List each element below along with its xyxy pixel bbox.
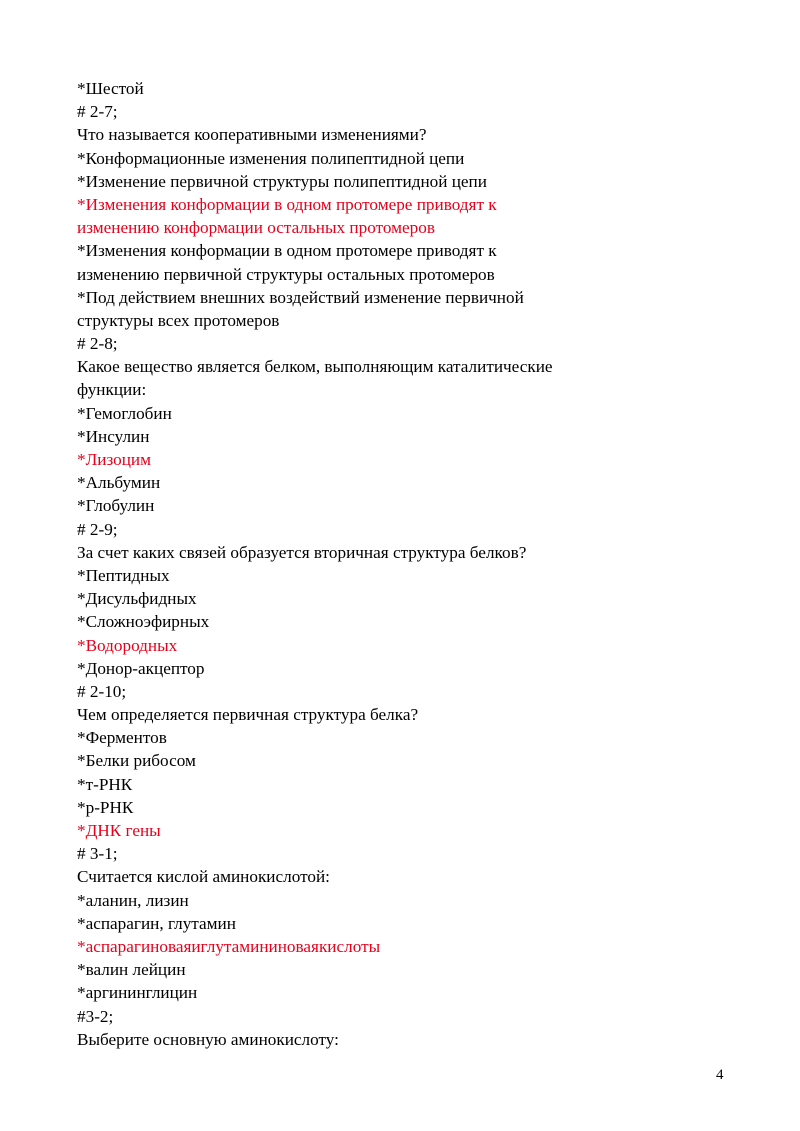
answer-option: *Сложноэфирных — [77, 612, 210, 632]
question-number: #3-2; — [77, 1006, 114, 1026]
answer-option: *валин лейцин — [77, 960, 186, 980]
answer-option: *аспарагин, глутамин — [77, 913, 236, 933]
correct-answer-option: *Лизоцим — [77, 450, 152, 469]
document-body — [77, 77, 737, 1051]
question-text: функции: — [77, 380, 147, 400]
correct-answer-option: *аспарагиноваяиглутамининоваякислоты — [77, 936, 381, 956]
answer-option: *Ферментов — [77, 728, 167, 748]
question-number: # 3-1; — [77, 844, 118, 864]
answer-option: *Изменение первичной структуры полипептидной цепи — [77, 171, 487, 191]
answer-option: *Конформационные изменения полипептидной цепи — [77, 148, 465, 168]
question-number: # 2-8; — [77, 334, 118, 354]
answer-option: *Под действием внешних воздействий изменение первичной — [77, 287, 524, 307]
answer-option: *Пептидных — [77, 565, 170, 585]
question-text: За счет каких связей образуется вторичная структура белков? — [77, 542, 527, 562]
answer-option: *Инсулин — [77, 426, 150, 446]
answer-option: *аргининглицин — [77, 983, 198, 1003]
answer-option: *р-РНК — [77, 797, 134, 817]
answer-option: *Дисульфидных — [77, 589, 197, 609]
question-text: Выберите основную аминокислоту: — [77, 1029, 339, 1049]
question-number: # 2-9; — [77, 519, 118, 539]
page-number: 4 — [716, 1067, 724, 1083]
answer-option: структуры всех протомеров — [77, 310, 280, 330]
correct-answer-option: изменению конформации остальных протомеров — [77, 218, 435, 238]
answer-option: *Белки рибосом — [77, 751, 196, 771]
answer-option: *Изменения конформации в одном протомере приводят к — [77, 241, 497, 261]
question-number: # 2-7; — [77, 102, 118, 122]
answer-option: изменению первичной структуры остальных протомеров — [77, 264, 495, 284]
answer-option: *Гемоглобин — [77, 403, 172, 423]
question-number: # 2-10; — [77, 681, 127, 701]
answer-option: *т-РНК — [77, 774, 133, 794]
answer-option: *Шестой — [77, 79, 144, 98]
correct-answer-option: *ДНК гены — [77, 821, 161, 840]
question-text: Какое вещество является белком, выполняющим каталитические — [77, 357, 553, 377]
answer-option: *Глобулин — [77, 496, 155, 516]
question-text: Считается кислой аминокислотой: — [77, 867, 330, 887]
answer-option: *Донор-акцептор — [77, 658, 205, 678]
correct-answer-option: *Изменения конформации в одном протомере приводят к — [77, 194, 497, 214]
answer-option: *аланин, лизин — [77, 890, 189, 910]
question-text: Чем определяется первичная структура белка? — [77, 705, 419, 725]
answer-option: *Альбумин — [77, 473, 161, 493]
question-text: Что называется кооперативными изменениями? — [77, 125, 427, 145]
correct-answer-option: *Водородных — [77, 635, 178, 655]
